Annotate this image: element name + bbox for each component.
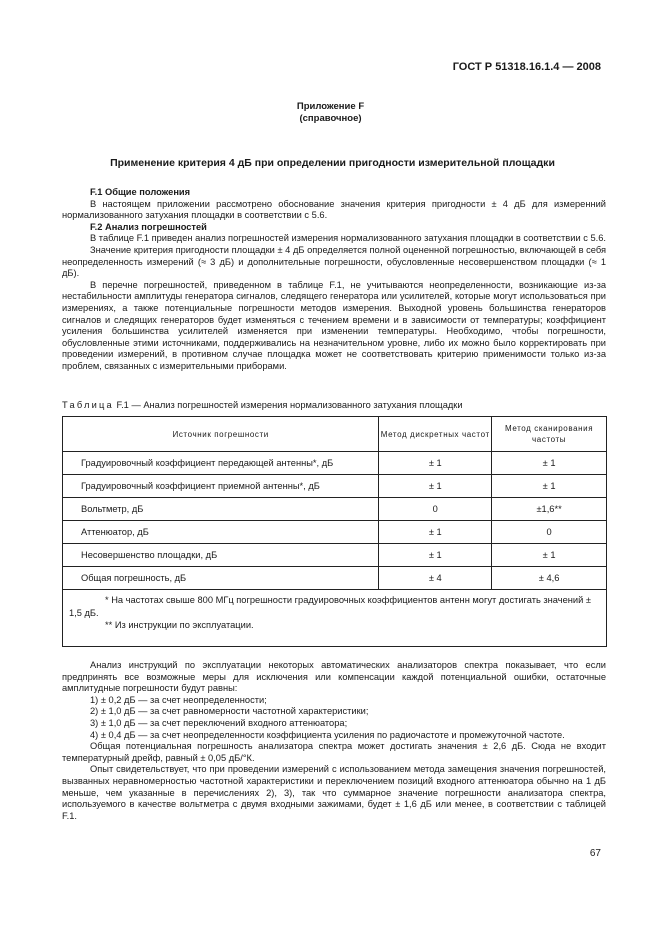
table-row: [63, 521, 607, 544]
section-heading-analysis: F.2 Анализ погрешностей: [90, 221, 207, 232]
table-footnote-row: [63, 590, 607, 647]
page-number: 67: [589, 848, 601, 859]
cell-sweep: 0: [492, 521, 607, 544]
cell-discrete: ± 1: [379, 521, 492, 544]
paragraph-1: В таблице F.1 приведен анализ погрешностей измерения нормализованного затухания площадки в соответствии с 5.6.: [90, 233, 606, 244]
table-row: [63, 498, 607, 521]
header-sweep: Метод сканирования частоты: [492, 417, 607, 452]
cell-discrete: ± 1: [379, 452, 492, 475]
table-row: [63, 544, 607, 567]
analysis-section: [62, 660, 606, 822]
list-item: 4) ± 0,4 дБ — за счет неопределенности коэффициента усиления по радиочастоте и промежуточной частоте.: [90, 729, 565, 740]
header-discrete: Метод дискретных частот: [379, 417, 492, 452]
document-header: ГОСТ Р 51318.16.1.4 — 2008: [452, 61, 601, 73]
list-item: 2) ± 1,0 дБ — за счет равномерности частотной характеристики;: [90, 706, 369, 717]
list-item: 3) ± 1,0 дБ — за счет переключений входного аттенюатора;: [90, 717, 348, 728]
main-title: Применение критерия 4 дБ при определении пригодности измерительной площадки: [110, 157, 555, 169]
table-caption-prefix: Таблица: [62, 400, 114, 410]
paragraph-3: В перечне погрешностей, приведенном в таблице F.1, не учитываются неопределенности, возникающие из-за нестабильности амплитуды генератора сигналов, следящего генератора или усилителей, которые могут использоваться при измерениях, а также потенциальные погрешности методов измерения. Выходной уровень большинства генераторов сигналов и следящих генераторов будет изменяться с течением времени и в зависимости от температуры; коэффициент усиления большинства усилителей изменяется при изменении температуры. Необходимо, чтобы погрешности, обусловленные этими источниками, поддерживались на незначительном уровне, либо их можно было корректировать при проведении измерений, в противном случае площадка может не соответствовать критерию применимости только из-за проблем, связанных с измерительными приборами.: [62, 279, 606, 371]
table-header-row: [63, 417, 607, 452]
error-list: [62, 695, 606, 741]
cell-discrete: ± 1: [379, 544, 492, 567]
analysis-intro: Анализ инструкций по эксплуатации некоторых автоматических анализаторов спектра показывает, что если предпринять все возможные меры для исключения или компенсации каждой потенциальной ошибки, остаточные амплитудные погрешности будут равны:: [62, 660, 606, 694]
section-heading-general: F.1 Общие положения: [90, 187, 191, 197]
cell-sweep: ± 1: [492, 475, 607, 498]
cell-sweep: ± 1: [492, 452, 607, 475]
cell-source: Вольтметр, дБ: [63, 498, 379, 521]
cell-discrete: 0: [379, 498, 492, 521]
list-item: 1) ± 0,2 дБ — за счет неопределенности;: [90, 694, 267, 705]
table-caption: [62, 400, 463, 410]
cell-source: Несовершенство площадки, дБ: [63, 544, 379, 567]
table-row: [63, 475, 607, 498]
footnote-antenna: * На частотах свыше 800 МГц погрешности градуировочных коэффициентов антенн могут достигать значений ± 1,5 дБ.: [69, 595, 591, 618]
table-row: [63, 452, 607, 475]
analysis-total: Общая потенциальная погрешность анализатора спектра может достигать значения ± 2,6 дБ. Сюда не входит температурный дрейф, равный ± 0,05 дБ/°К.: [62, 741, 606, 763]
paragraph-general: В настоящем приложении рассмотрено обоснование значения критерия пригодности ± 4 дБ для измеренний нормализованного затухания площадки в соответствии с 5.6.: [62, 198, 606, 221]
table-row: [63, 567, 607, 590]
header-source: Источник погрешности: [63, 417, 379, 452]
cell-sweep: ± 1: [492, 544, 607, 567]
appendix-title: Приложение F: [296, 101, 365, 112]
cell-source: Общая погрешность, дБ: [63, 567, 379, 590]
paragraph-2: Значение критерия пригодности площадки ± 4 дБ определяется полной оцененной погрешностью, включающей в себя неопределенность измерений (≈ 3 дБ) и дополнительные погрешности, обусловленные несовершенством площадки (≈ 1 дБ).: [62, 244, 606, 279]
footnote-manual: ** Из инструкции по эксплуатации.: [105, 620, 254, 630]
table-caption-text: F.1 — Анализ погрешностей измерения нормализованного затухания площадки: [116, 400, 463, 410]
cell-discrete: ± 1: [379, 475, 492, 498]
cell-source: Аттенюатор, дБ: [63, 521, 379, 544]
cell-discrete: ± 4: [379, 567, 492, 590]
error-analysis-table: [62, 416, 607, 647]
analysis-experience: Опыт свидетельствует, что при проведении измерений с использованием метода замещения значения погрешностей, вызванных неравномерностью частотной характеристики и переключением позиций входного аттенюатора обычно на 1 дБ меньше, чем указанные в перечислениях 2), 3), так что суммарное значение погрешности анализатора спектра, используемого в качестве вольтметра с двумя входными зажимами, будет ± 1,6 дБ или менее, в соответствии с таблицей F.1.: [62, 764, 606, 821]
table-footnotes: [63, 590, 607, 647]
cell-sweep: ± 4,6: [492, 567, 607, 590]
cell-source: Градуировочный коэффициент приемной антенны*, дБ: [63, 475, 379, 498]
body-section: [62, 187, 606, 373]
cell-sweep: ±1,6**: [492, 498, 607, 521]
appendix-subtitle: (справочное): [299, 113, 362, 124]
cell-source: Градуировочный коэффициент передающей антенны*, дБ: [63, 452, 379, 475]
